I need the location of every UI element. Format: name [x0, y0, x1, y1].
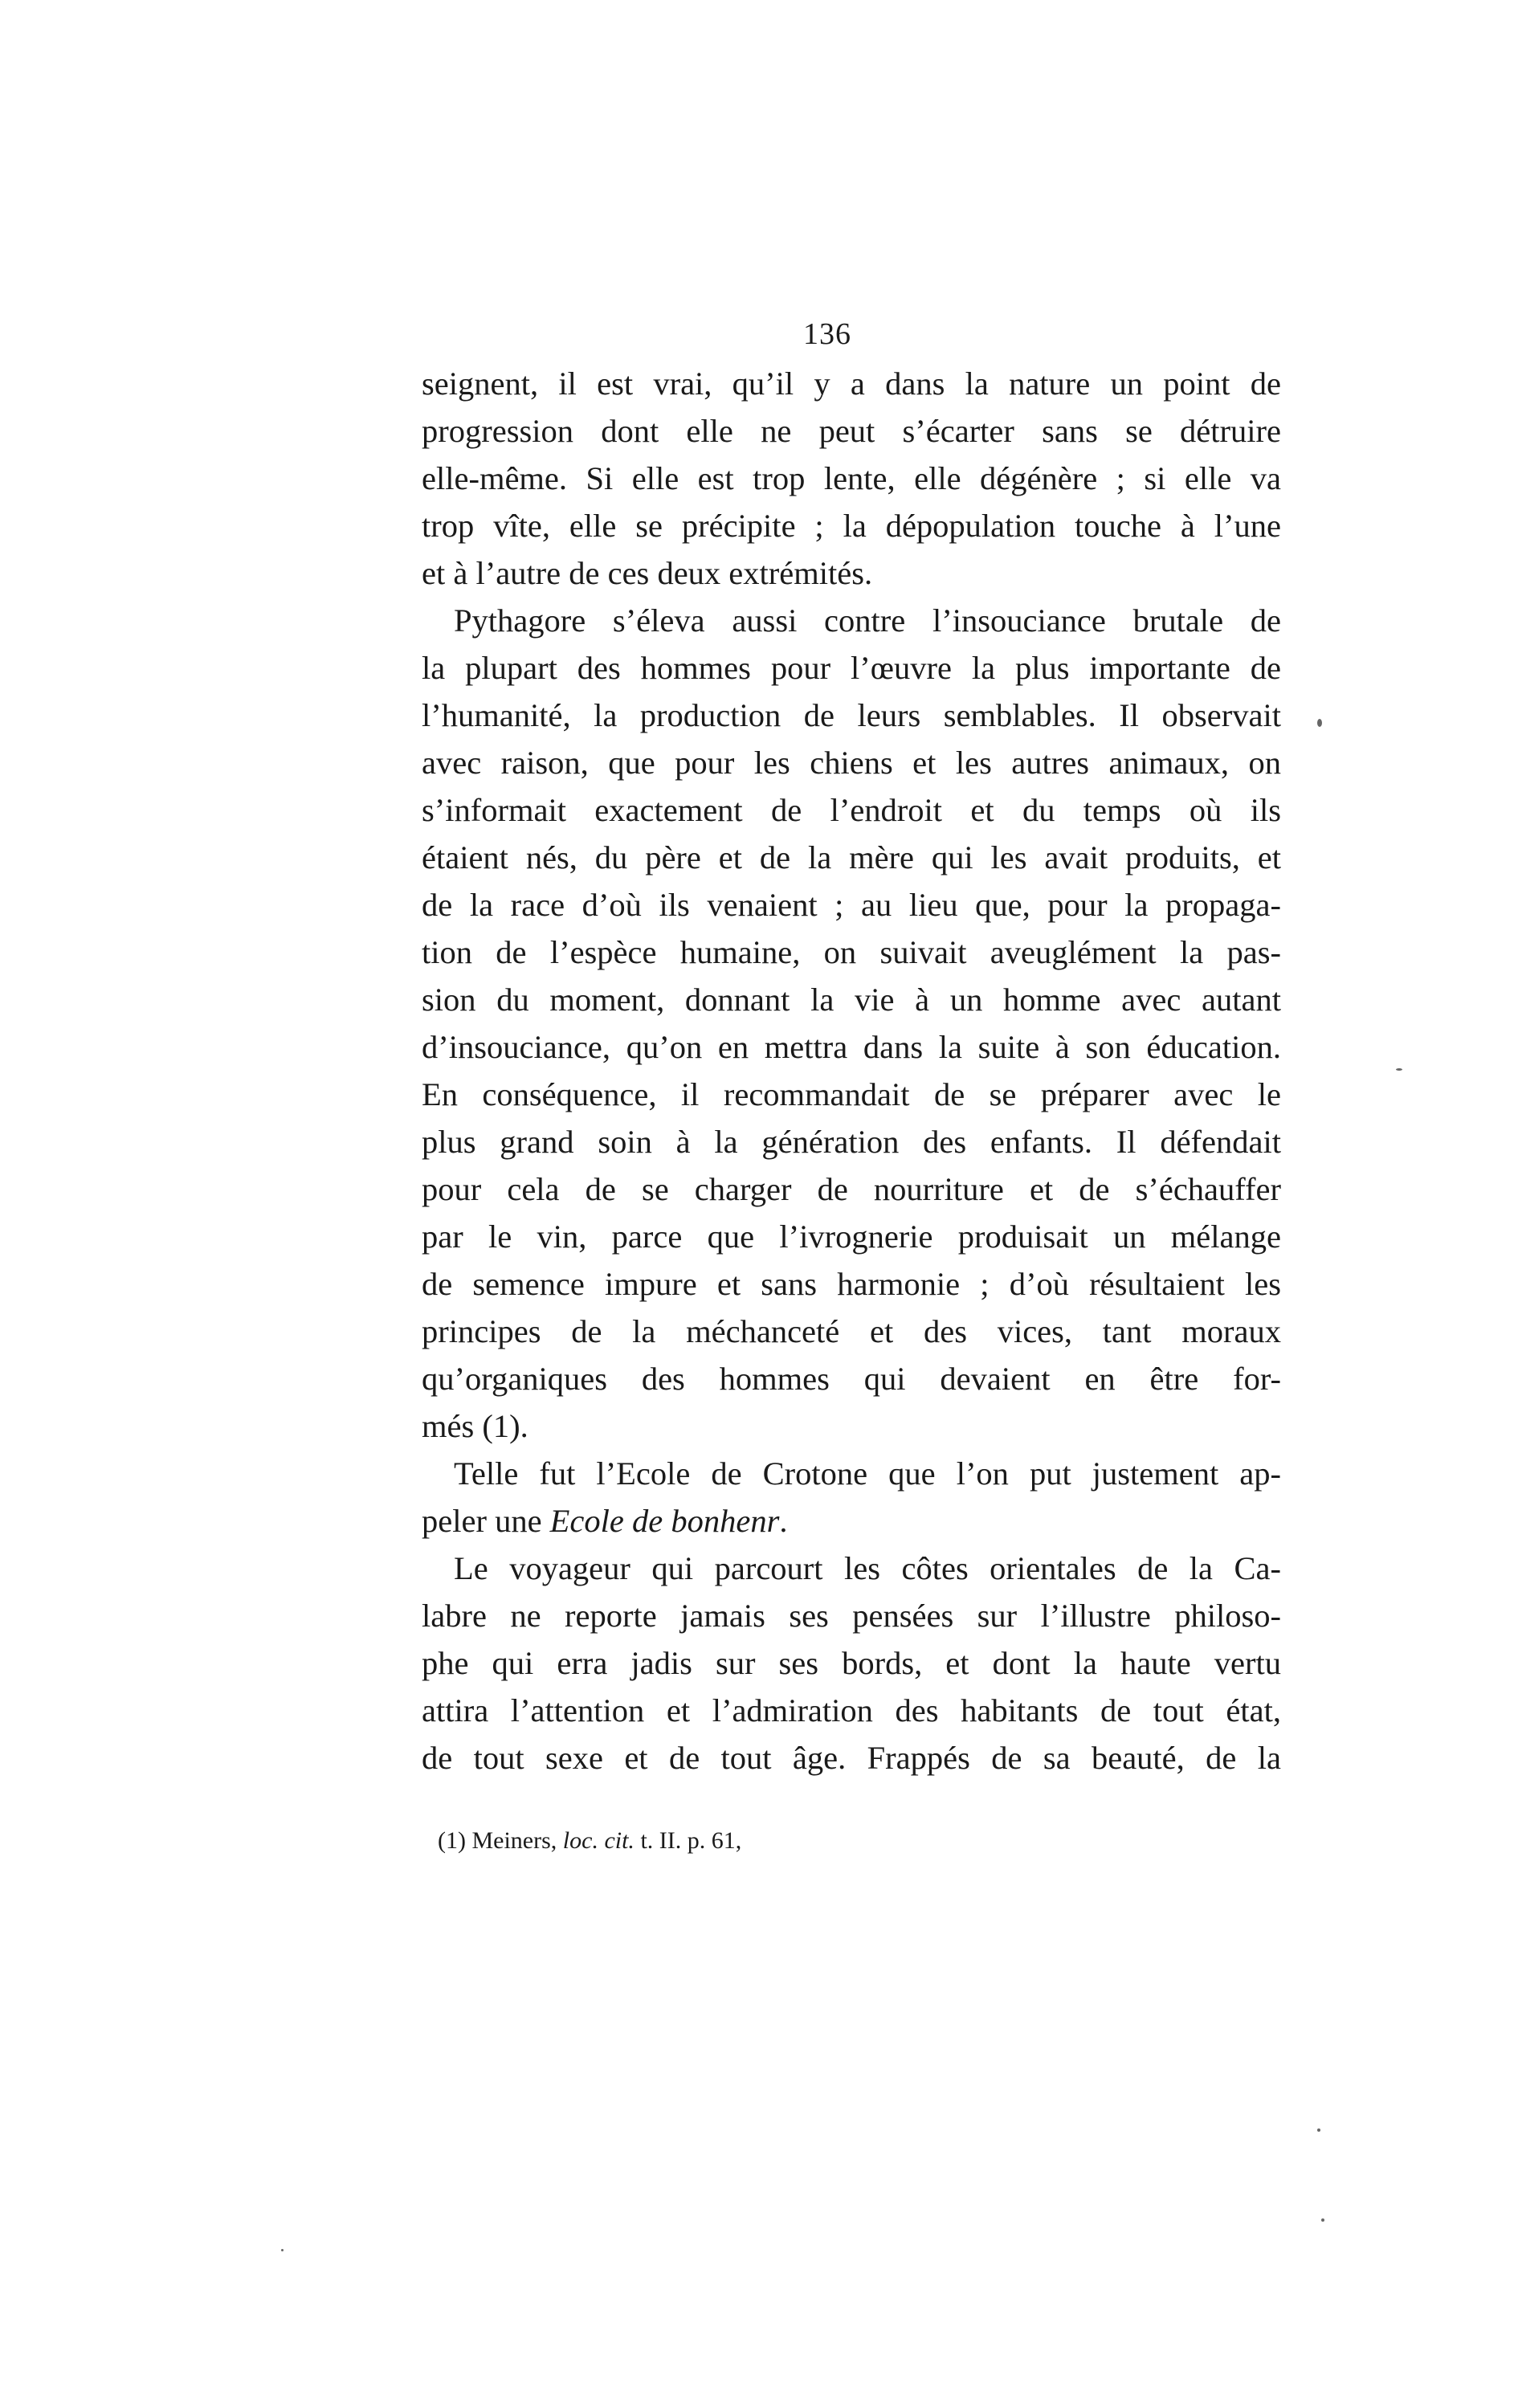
- paragraph-4: [422, 1545, 1281, 1782]
- text-line: En conséquence, il recommandait de se préparer avec le: [422, 1076, 1281, 1112]
- text-line: de la race d’où ils venaient ; au lieu que, pour la propaga-: [422, 887, 1281, 923]
- text-line: progression dont elle ne peut s’écarter sans se détruire: [422, 413, 1281, 449]
- paragraph-2: [422, 597, 1281, 1450]
- footnote: [438, 1825, 741, 1857]
- text-line: de semence impure et sans harmonie ; d’où résultaient les: [422, 1266, 1281, 1302]
- body-text: [422, 360, 1281, 1782]
- text-line: qu’organiques des hommes qui devaient en être for-: [422, 1361, 1281, 1397]
- text-line: seignent, il est vrai, qu’il y a dans la nature un point de: [422, 365, 1281, 402]
- footnote-ref: t. II. p. 61,: [634, 1827, 742, 1854]
- text-line: sion du moment, donnant la vie à un homme avec autant: [422, 982, 1281, 1018]
- text-line: Telle fut l’Ecole de Crotone que l’on put justement ap-: [454, 1455, 1281, 1492]
- text-line: étaient nés, du père et de la mère qui les avait produits, et: [422, 839, 1281, 875]
- footnote-marker: (1): [438, 1827, 466, 1854]
- text-line: avec raison, que pour les chiens et les autres animaux, on: [422, 745, 1281, 781]
- paragraph-3: [422, 1450, 1281, 1545]
- text-line: par le vin, parce que l’ivrognerie produisait un mélange: [422, 1218, 1281, 1255]
- text-line: trop vîte, elle se précipite ; la dépopulation touche à l’une: [422, 508, 1281, 544]
- italic-title: Ecole de bonhenr: [549, 1503, 780, 1539]
- text-fragment: peler une: [422, 1503, 550, 1539]
- text-line: et à l’autre de ces deux extrémités.: [422, 555, 873, 591]
- footnote-author: Meiners,: [465, 1827, 563, 1854]
- text-line: phe qui erra jadis sur ses bords, et dont la haute vertu: [422, 1645, 1281, 1681]
- text-line: tion de l’espèce humaine, on suivait aveuglément la pas-: [422, 934, 1281, 970]
- text-line: Pythagore s’éleva aussi contre l’insouciance brutale de: [454, 602, 1281, 639]
- text-line: l’humanité, la production de leurs semblables. Il observait: [422, 697, 1281, 733]
- text-line: [422, 1497, 1281, 1545]
- print-speck: [1321, 2218, 1324, 2222]
- text-line: plus grand soin à la génération des enfants. Il défendait: [422, 1124, 1281, 1160]
- text-line: la plupart des hommes pour l’œuvre la plus importante de: [422, 650, 1281, 686]
- text-line: Le voyageur qui parcourt les côtes orientales de la Ca-: [454, 1550, 1281, 1586]
- text-fragment: .: [779, 1503, 788, 1539]
- text-line: pour cela de se charger de nourriture et de s’échauffer: [422, 1171, 1281, 1207]
- text-line: principes de la méchanceté et des vices, tant moraux: [422, 1313, 1281, 1349]
- text-line: més (1).: [422, 1408, 528, 1444]
- text-line: s’informait exactement de l’endroit et du temps où ils: [422, 792, 1281, 828]
- print-speck: [1317, 2128, 1320, 2132]
- text-line: labre ne reporte jamais ses pensées sur l’illustre philoso-: [422, 1598, 1281, 1634]
- print-speck: [1317, 719, 1322, 727]
- print-speck: [281, 2249, 284, 2251]
- text-line: d’insouciance, qu’on en mettra dans la suite à son éducation.: [422, 1029, 1281, 1065]
- page-number: 136: [803, 317, 851, 351]
- text-line: de tout sexe et de tout âge. Frappés de sa beauté, de la: [422, 1740, 1281, 1776]
- print-speck: [1396, 1068, 1402, 1071]
- paragraph-1: [422, 360, 1281, 597]
- footnote-italic: loc. cit.: [562, 1827, 635, 1854]
- text-line: elle-même. Si elle est trop lente, elle dégénère ; si elle va: [422, 460, 1281, 496]
- text-line: attira l’attention et l’admiration des habitants de tout état,: [422, 1692, 1281, 1728]
